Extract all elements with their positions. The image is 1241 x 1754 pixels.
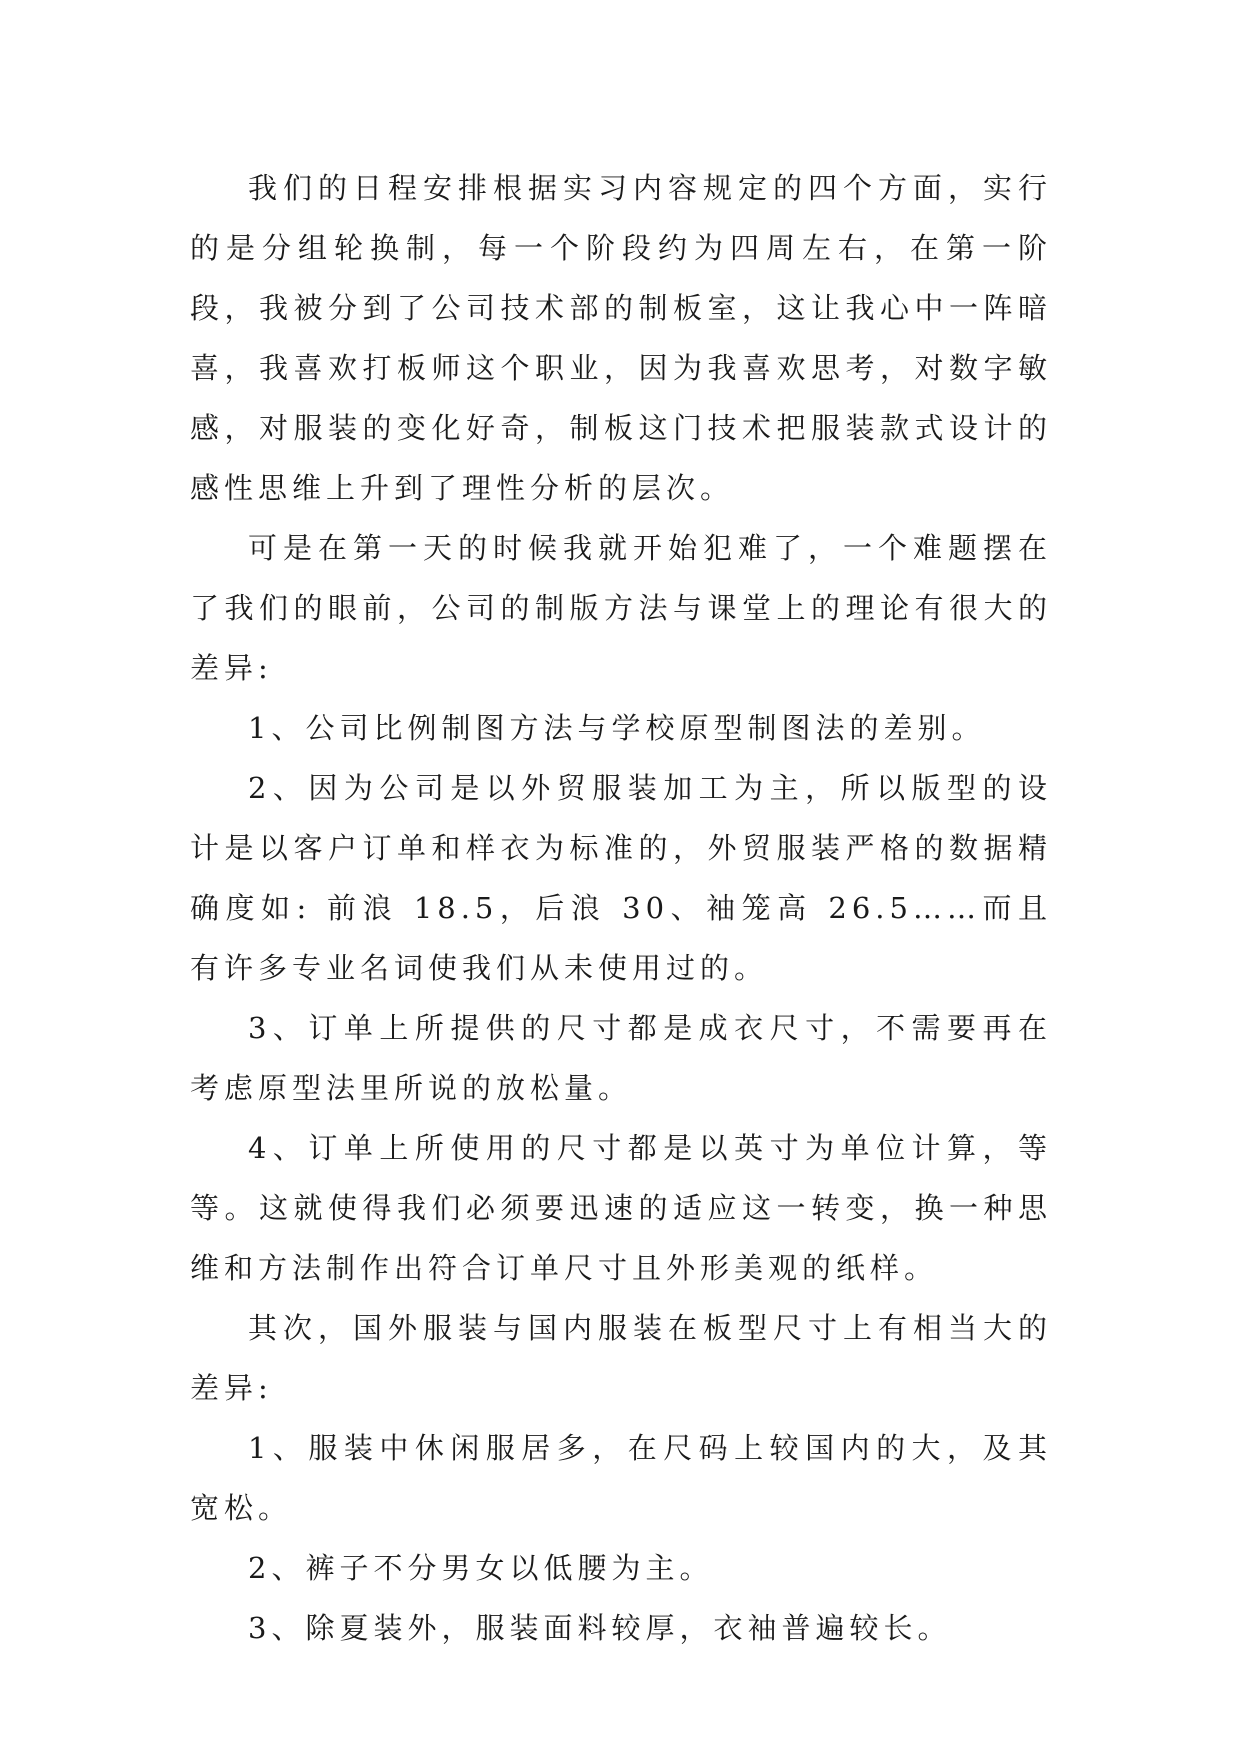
paragraph-first-day: 可是在第一天的时候我就开始犯难了，一个难题摆在了我们的眼前，公司的制版方法与课堂上的理论有很大的差异: xyxy=(190,531,1052,685)
document-body xyxy=(190,158,1052,1658)
paragraph-secondly: 其次，国外服装与国内服装在板型尺寸上有相当大的差异: xyxy=(190,1311,1052,1405)
paragraph-schedule: 我们的日程安排根据实习内容规定的四个方面，实行的是分组轮换制，每一个阶段约为四周左右，在第一阶段，我被分到了公司技术部的制板室，这让我心中一阵暗喜，我喜欢打板师这个职业，因为我喜欢思考，对数字敏感，对服装的变化好奇，制板这门技术把服装款式设计的感性思维上升到了理性分析的层次。 xyxy=(190,171,1052,505)
paragraph-diff-3: 3、订单上所提供的尺寸都是成衣尺寸，不需要再在考虑原型法里所说的放松量。 xyxy=(190,1011,1052,1105)
paragraph-size-1: 1、服装中休闲服居多，在尺码上较国内的大，及其宽松。 xyxy=(190,1431,1052,1525)
paragraph-size-2: 2、裤子不分男女以低腰为主。 xyxy=(248,1551,714,1585)
paragraph-diff-1: 1、公司比例制图方法与学校原型制图法的差别。 xyxy=(248,711,986,745)
paragraph-diff-2: 2、因为公司是以外贸服装加工为主，所以版型的设计是以客户订单和样衣为标准的，外贸服装严格的数据精确度如: 前浪 18.5，后浪 30、袖笼高 26.5……而且有许多专业名词使我们从未使用过的。 xyxy=(190,771,1052,985)
paragraph-diff-4: 4、订单上所使用的尺寸都是以英寸为单位计算，等等。这就使得我们必须要迅速的适应这一转变，换一种思维和方法制作出符合订单尺寸且外形美观的纸样。 xyxy=(190,1131,1052,1285)
paragraph-size-3: 3、除夏装外，服装面料较厚，衣袖普遍较长。 xyxy=(248,1611,952,1645)
